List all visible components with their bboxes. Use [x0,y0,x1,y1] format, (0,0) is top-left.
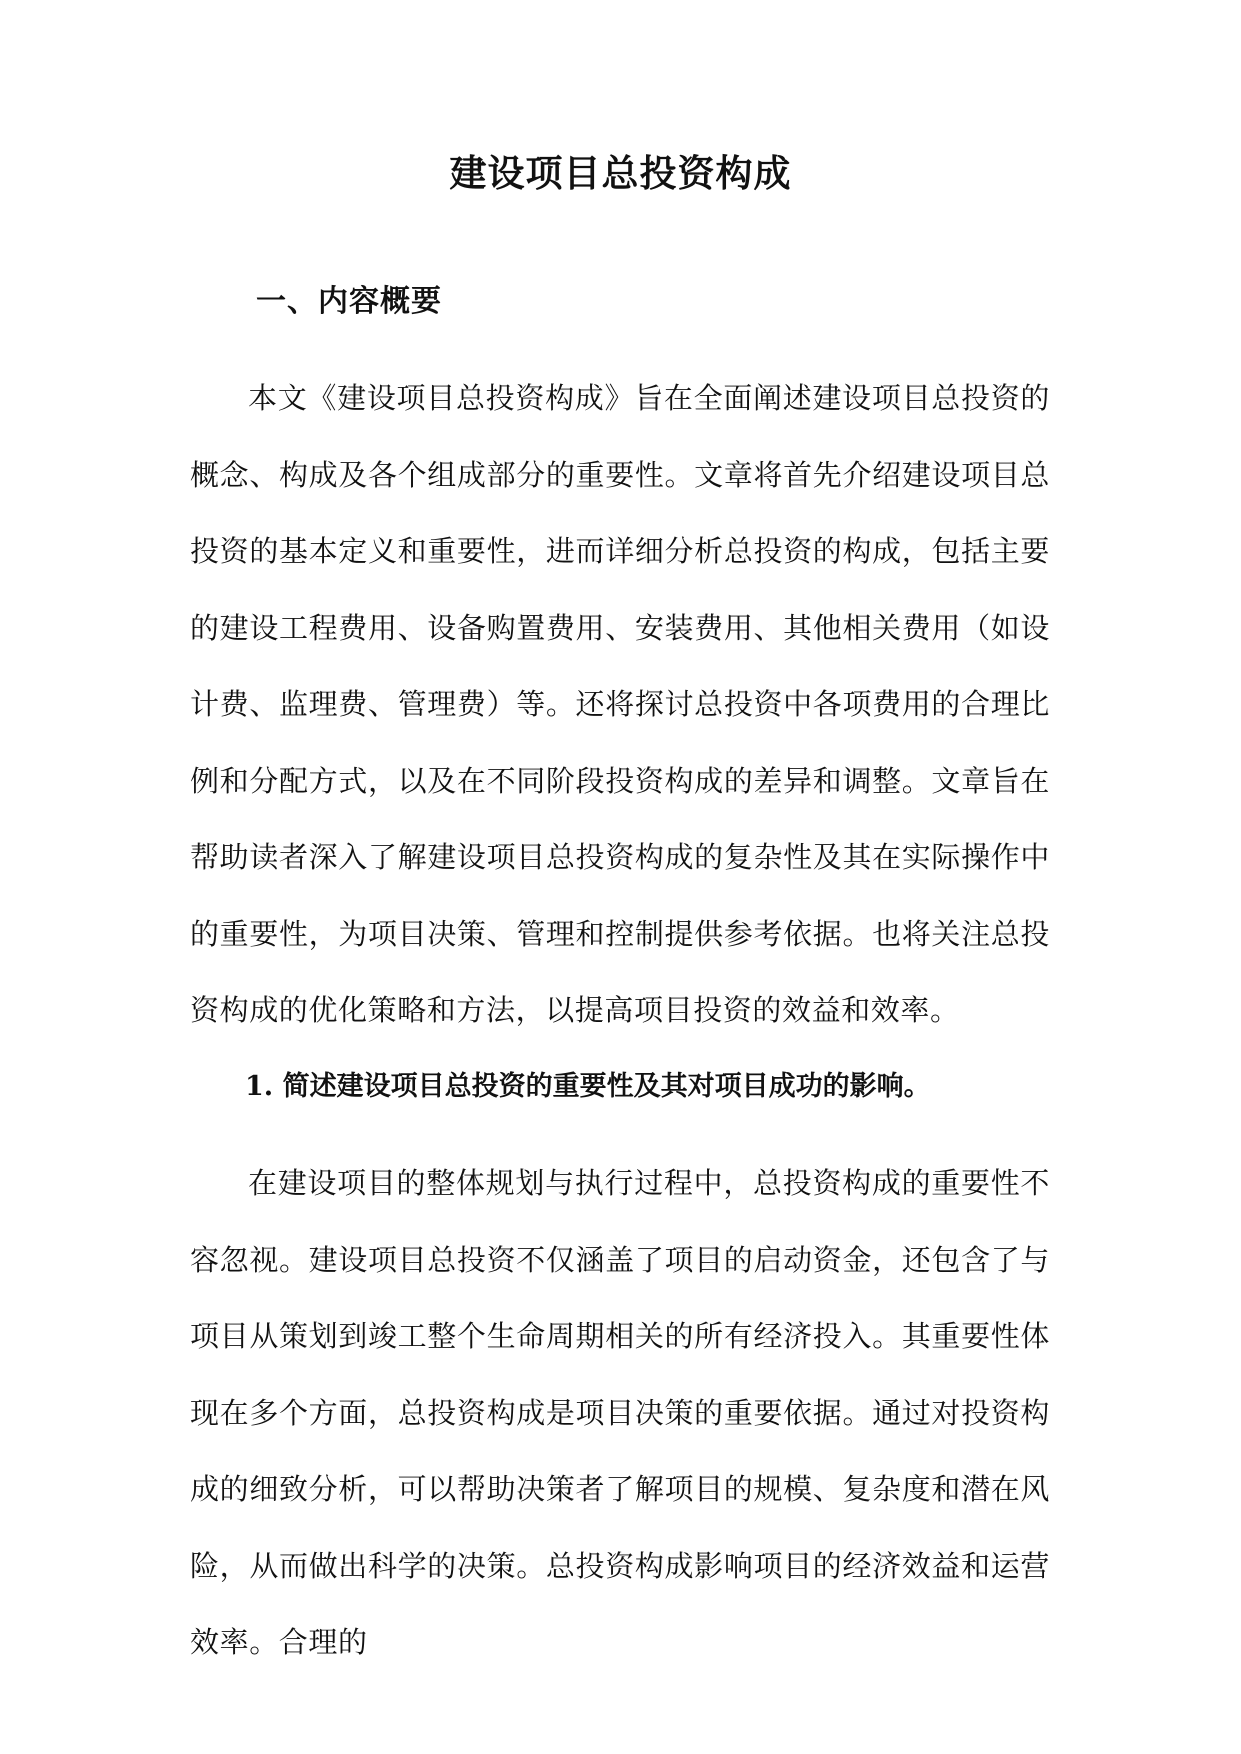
section-heading-summary: 一、内容概要 [256,284,442,319]
subsection-heading-importance: 1. 简述建设项目总投资的重要性及其对项目成功的影响。 [245,1071,931,1102]
summary-paragraph: 本文《建设项目总投资构成》旨在全面阐述建设项目总投资的概念、构成及各个组成部分的重要性。文章将首先介绍建设项目总投资的基本定义和重要性，进而详细分析总投资的构成，包括主要的建设工程费用、设备购置费用、安装费用、其他相关费用（如设计费、监理费、管理费）等。还将探讨总投资中各项费用的合理比例和分配方式，以及在不同阶段投资构成的差异和调整。文章旨在帮助读者深入了解建设项目总投资构成的复杂性及其在实际操作中的重要性，为项目决策、管理和控制提供参考依据。也将关注总投资构成的优化策略和方法，以提高项目投资的效益和效率。 [190,381,1050,1027]
document-title: 建设项目总投资构成 [449,151,792,195]
importance-paragraph: 在建设项目的整体规划与执行过程中，总投资构成的重要性不容忽视。建设项目总投资不仅涵盖了项目的启动资金，还包含了与项目从策划到竣工整个生命周期相关的所有经济投入。其重要性体现在多个方面，总投资构成是项目决策的重要依据。通过对投资构成的细致分析，可以帮助决策者了解项目的规模、复杂度和潜在风险，从而做出科学的决策。总投资构成影响项目的经济效益和运营效率。合理的 [190,1166,1050,1659]
